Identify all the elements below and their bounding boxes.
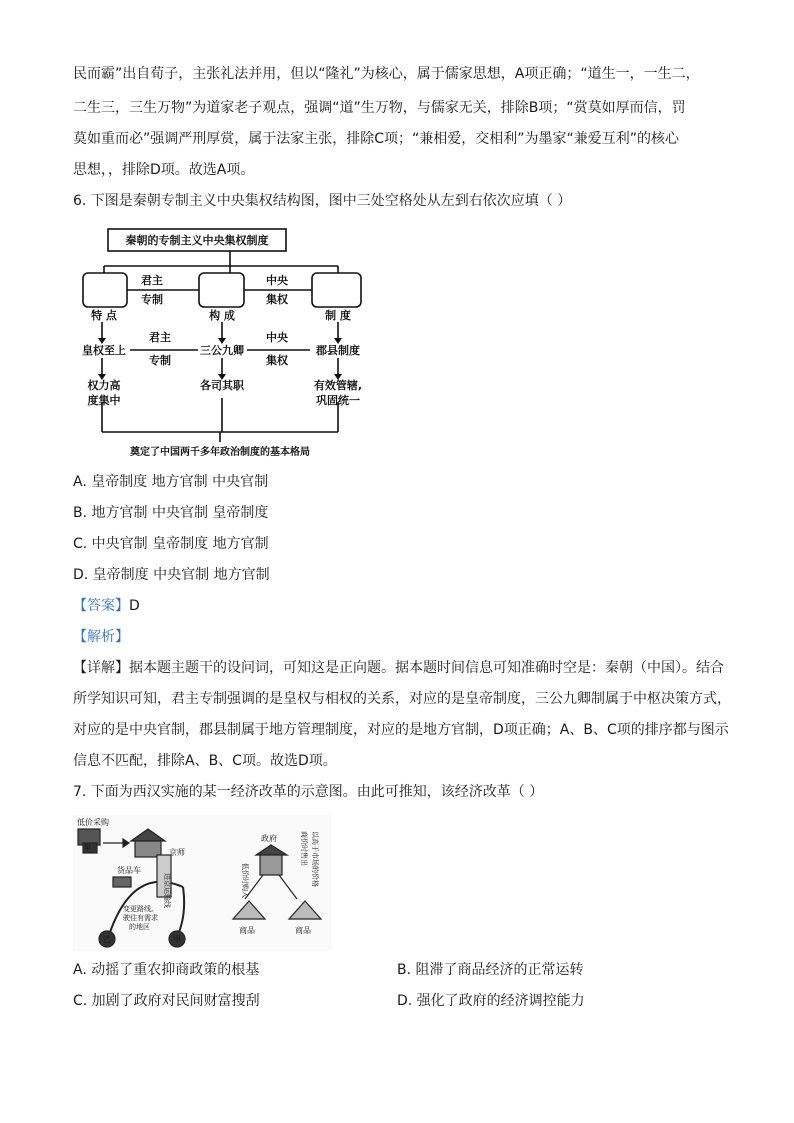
q6-detail-line-4: 信息不匹配，排除A、B、C项。故选D项。: [73, 753, 337, 769]
fig-place-jia: 甲: [173, 935, 181, 944]
row3-left-a: 权力高: [87, 379, 121, 392]
fig-goods-2: 商品: [295, 926, 311, 935]
fig-sell-high-a: 以高于市场的价格: [311, 831, 319, 887]
fig-place-jia-small: 甲: [84, 844, 91, 852]
fig-capital: 京师: [169, 848, 185, 857]
fig-sell-high-b: 商价时售出: [300, 831, 308, 866]
q7-option-d: D. 强化了政府的经济调控能力: [397, 993, 585, 1009]
fig-change-a: 变更路线,: [123, 905, 154, 913]
fig-route: 进京运输线: [163, 873, 171, 908]
question-6-stem: 6. 下图是秦朝专制主义中央集权结构图，图中三处空格处从左到右依次应填（ ）: [73, 193, 572, 209]
q6-answer-line: [73, 596, 140, 616]
row3-right-b: 巩固统一: [316, 394, 360, 407]
q6-option-a: A. 皇帝制度 地方官制 中央官制: [73, 474, 269, 490]
detail-tag: 【详解】: [73, 660, 129, 676]
explanation-line-1: 民而霸”出自荀子，主张礼法并用，但以“隆礼”为核心，属于儒家思想，A项正确；“道生一，一生二，: [73, 66, 700, 82]
analysis-tag: 【解析】: [73, 629, 129, 645]
diagram-title: 秦朝的专制主义中央集权制度: [125, 234, 269, 247]
col3-label: 制 度: [325, 309, 351, 322]
edge2-label-b: 集权: [266, 293, 288, 306]
fig-goods-1: 商品: [239, 926, 255, 935]
col1-label: 特 点: [91, 309, 117, 322]
col2-label: 构 成: [209, 309, 235, 322]
blank-box-middle: [199, 273, 244, 307]
row2-right: 郡县制度: [316, 344, 360, 357]
fig-place-yi: 乙: [103, 935, 111, 944]
q6-detail-line-1: [73, 658, 724, 678]
detail-text-1: 据本题主题干的设问词，可知这是正向题。据本题时间信息可知准确时空是：秦朝（中国）。结合: [129, 660, 724, 676]
fig-buy-low: 低价时购入: [241, 863, 249, 898]
fig-goods-cart: 货品车: [117, 866, 141, 875]
edge1-label-a: 君主: [141, 274, 163, 287]
qin-centralization-diagram: [80, 226, 372, 462]
fig-change-b: 驶往有需求: [123, 914, 158, 922]
q6-option-c: C. 中央官制 皇帝制度 地方官制: [73, 536, 269, 552]
row2-middle: 三公九卿: [200, 344, 244, 357]
q6-analysis-tag: [73, 627, 129, 647]
q7-option-c: C. 加剧了政府对民间财富搜刮: [73, 993, 260, 1009]
western-han-reform-figure: [73, 815, 331, 951]
fig-low-buy: 低价采购: [77, 818, 109, 827]
fig-gov: 政府: [261, 834, 277, 843]
q7-option-a: A. 动摇了重农抑商政策的根基: [73, 962, 260, 978]
q6-option-b: B. 地方官制 中央官制 皇帝制度: [73, 505, 269, 521]
edge2-label-a: 中央: [266, 274, 288, 287]
row3-middle: 各司其职: [200, 379, 244, 392]
edge1-label-b: 专制: [141, 293, 163, 306]
q6-detail-line-2: 所学知识可知，君主专制强调的是皇权与相权的关系，对应的是皇帝制度，三公九卿制属于中枢决策方式，: [73, 691, 731, 707]
diagram-footer: 奠定了中国两千多年政治制度的基本格局: [130, 447, 310, 458]
row2-edge2-label-a: 中央: [266, 331, 288, 344]
explanation-line-2: 二生三，三生万物”为道家老子观点，强调“道”生万物，与儒家无关，排除B项；“赏莫如厚而信，罚: [73, 100, 686, 116]
answer-value: D: [129, 598, 140, 614]
row3-right-a: 有效管辖,: [313, 379, 363, 392]
explanation-line-3: 莫如重而必”强调严刑厚赏，属于法家主张，排除C项；“兼相爱，交相利”为墨家“兼爱互利”的核心: [73, 131, 680, 147]
fig-change-c: 的地区: [129, 923, 150, 931]
row2-edge1-label-b: 专制: [149, 354, 171, 367]
q6-detail-line-3: 对应的是中央官制，郡县制属于地方管理制度，对应的是地方官制，D项正确；A、B、C项的排序都与图示: [73, 722, 729, 738]
row2-left: 皇权至上: [82, 344, 126, 357]
row3-left-b: 度集中: [87, 394, 121, 407]
blank-box-left: [83, 273, 127, 307]
answer-tag: 【答案】: [73, 598, 129, 614]
explanation-line-4: 思想，，排除D项。故选A项。: [73, 162, 255, 178]
row2-edge1-label-a: 君主: [149, 331, 171, 344]
q6-option-d: D. 皇帝制度 中央官制 地方官制: [73, 567, 270, 583]
row2-edge2-label-b: 集权: [266, 354, 288, 367]
q7-option-b: B. 阻滞了商品经济的正常运转: [397, 962, 584, 978]
blank-box-right: [312, 273, 361, 307]
question-7-stem: 7. 下面为西汉实施的某一经济改革的示意图。由此可推知，该经济改革（ ）: [73, 784, 544, 800]
